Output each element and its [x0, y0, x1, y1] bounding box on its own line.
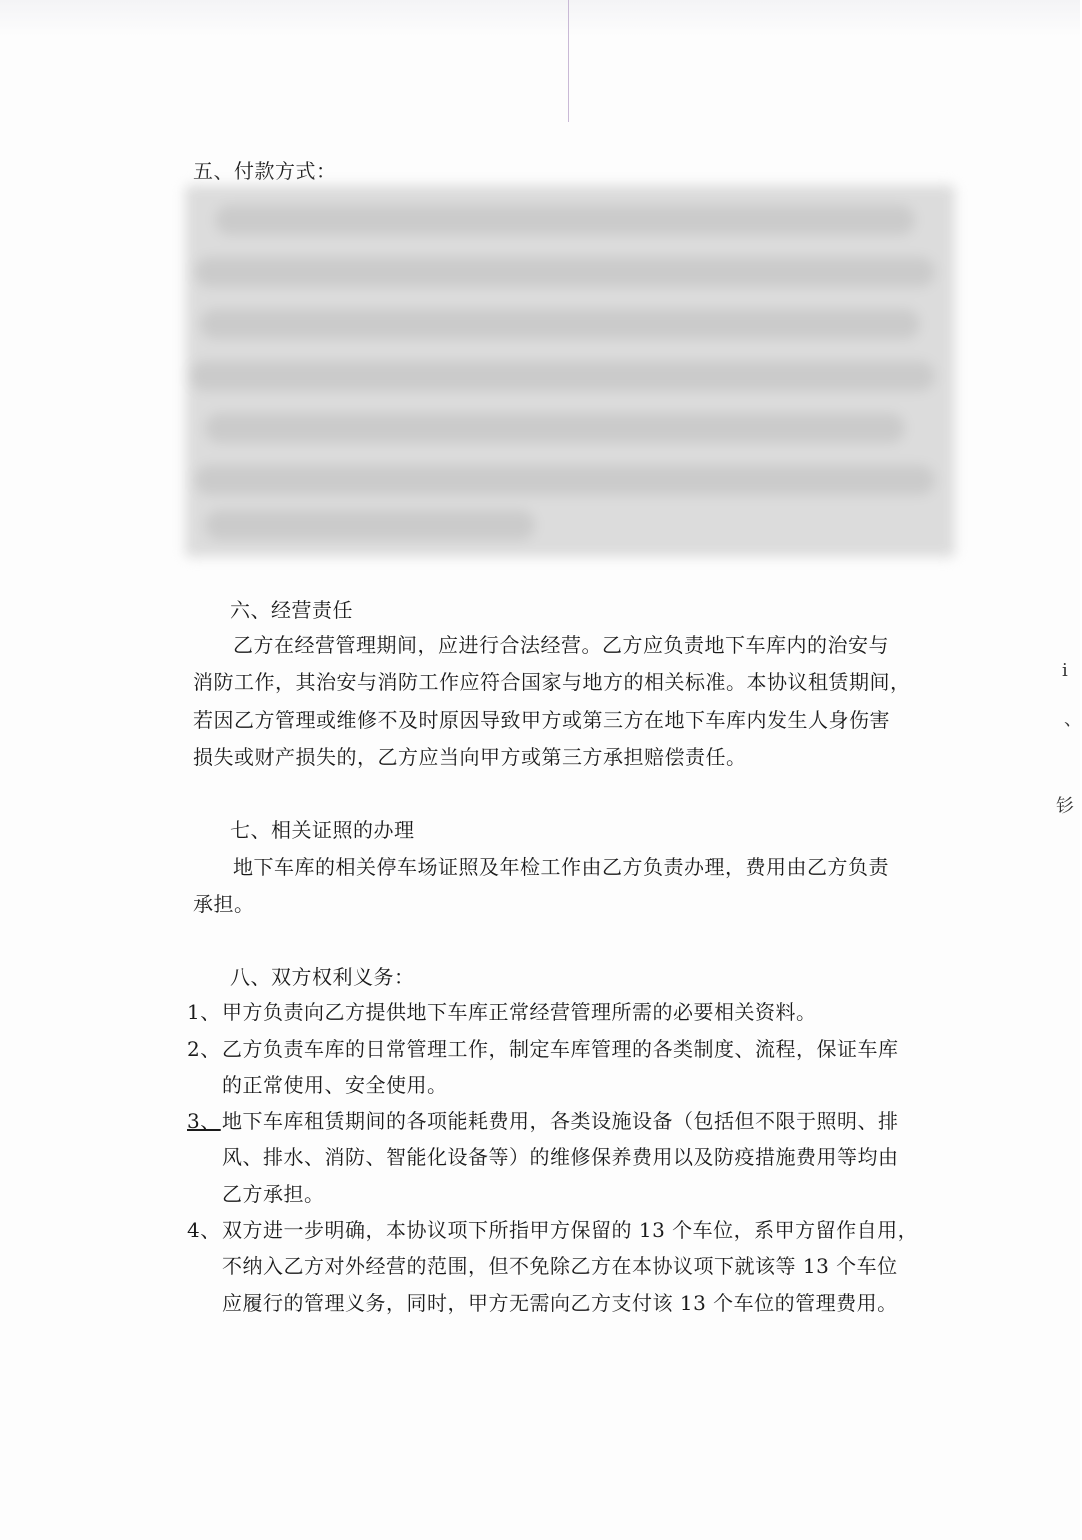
list-item-line: 应履行的管理义务，同时，甲方无需向乙方支付该 13 个车位的管理费用。: [222, 1291, 898, 1315]
list-item-number: 1、: [187, 1000, 221, 1024]
list-item-line: 的正常使用、安全使用。: [222, 1073, 448, 1097]
scan-artifact-line: [568, 0, 569, 122]
list-item-line: 甲方负责向乙方提供地下车库正常经营管理所需的必要相关资料。: [222, 1000, 817, 1024]
section-8-heading: 八、双方权利义务：: [230, 965, 415, 989]
section-6-line: 乙方在经营管理期间，应进行合法经营。乙方应负责地下车库内的治安与: [233, 633, 889, 657]
section-7-line: 地下车库的相关停车场证照及年检工作由乙方负责办理，费用由乙方负责: [233, 855, 889, 879]
list-item-line: 不纳入乙方对外经营的范围，但不免除乙方在本协议项下就该等 13 个车位: [222, 1254, 898, 1278]
list-item-line: 双方进一步明确，本协议项下所指甲方保留的 13 个车位，系甲方留作自用，: [222, 1218, 919, 1242]
section-6-line: 若因乙方管理或维修不及时原因导致甲方或第三方在地下车库内发生人身伤害: [193, 708, 890, 732]
section-7-heading: 七、相关证照的办理: [230, 818, 415, 842]
list-item-number: 4、: [187, 1218, 221, 1242]
section-6-line: 损失或财产损失的，乙方应当向甲方或第三方承担赔偿责任。: [193, 745, 747, 769]
margin-mark: i: [1062, 660, 1068, 681]
section-5-heading: 五、付款方式：: [193, 159, 337, 183]
section-6-line: 消防工作，其治安与消防工作应符合国家与地方的相关标准。本协议租赁期间，: [193, 670, 911, 694]
list-item-number: 2、: [187, 1037, 221, 1061]
list-item-line: 风、排水、消防、智能化设备等）的维修保养费用以及防疫措施费用等均由: [222, 1145, 899, 1169]
redacted-payment-terms: [185, 185, 955, 557]
list-item-number: 3、: [187, 1109, 221, 1133]
margin-mark: 、: [1064, 709, 1082, 730]
list-item-line: 乙方负责车库的日常管理工作，制定车库管理的各类制度、流程，保证车库: [222, 1037, 899, 1061]
scan-shade: [0, 0, 1080, 36]
section-7-line: 承担。: [193, 892, 255, 916]
list-item-line: 地下车库租赁期间的各项能耗费用，各类设施设备（包括但不限于照明、排: [222, 1109, 899, 1133]
margin-mark: 钐: [1056, 796, 1074, 817]
section-6-heading: 六、经营责任: [230, 598, 353, 622]
list-item-line: 乙方承担。: [222, 1182, 325, 1206]
